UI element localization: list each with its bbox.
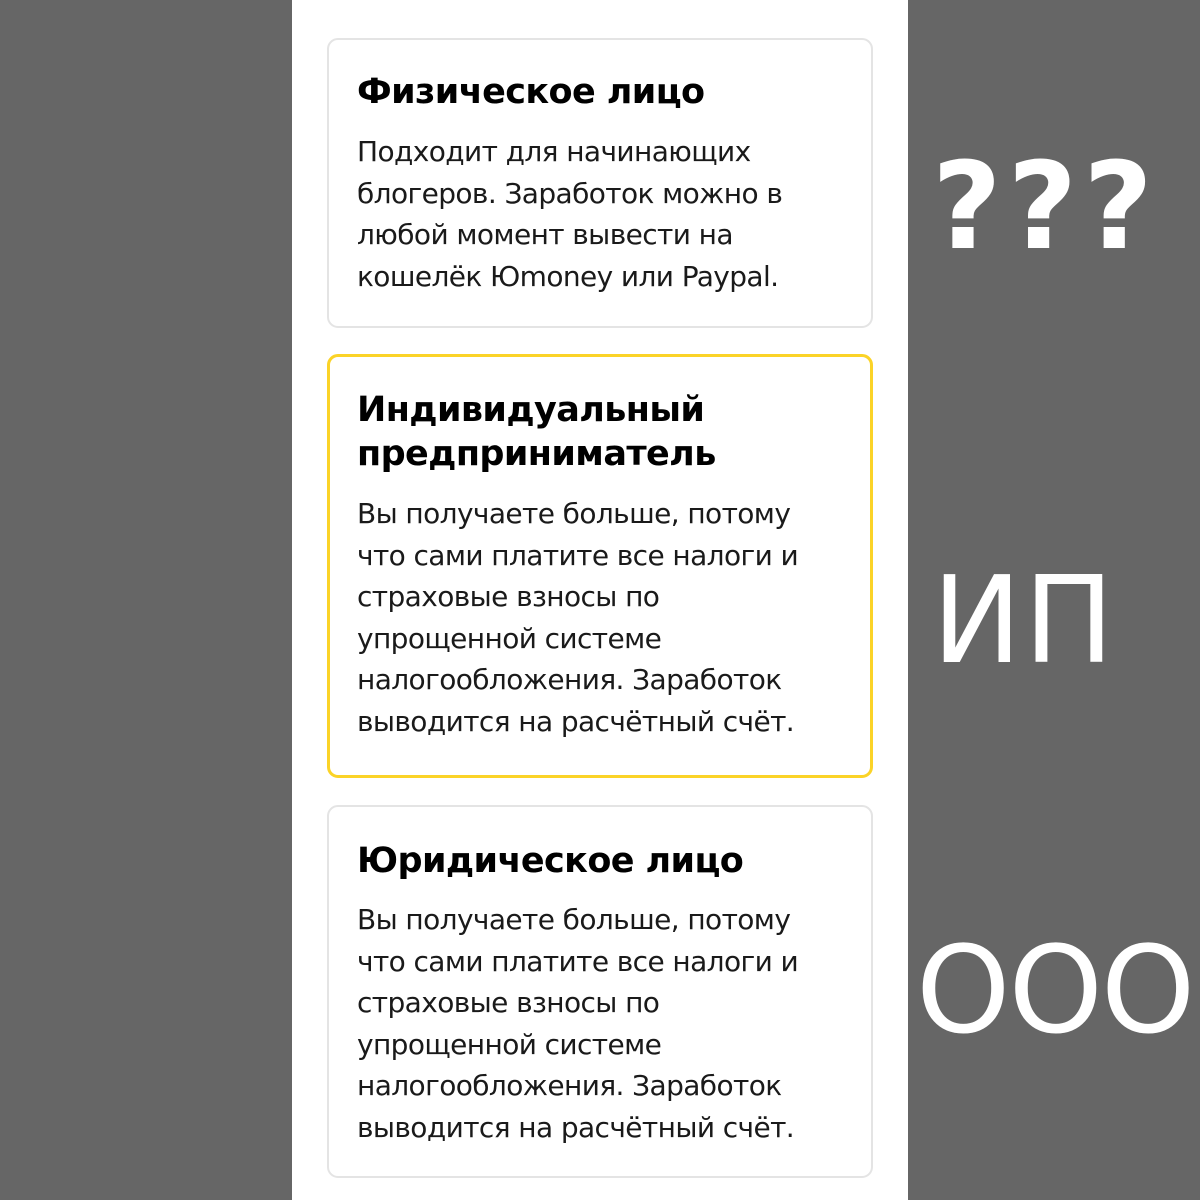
- card-description-line: страховые взносы по: [357, 580, 660, 613]
- card-description: [357, 131, 871, 297]
- card-description-line: налогообложения. Заработок: [357, 1069, 782, 1102]
- side-label-individual: ???: [932, 138, 1159, 277]
- card-title-line: Юридическое лицо: [357, 841, 744, 881]
- card-description-line: кошелёк Юmoney или Paypal.: [357, 259, 779, 293]
- card-description-line: упрощенной системе: [357, 621, 662, 655]
- card-description-line: что сами платите все налоги и: [357, 944, 799, 978]
- card-description-line: страховые взносы по: [357, 986, 660, 1019]
- option-card-legal-entity[interactable]: [327, 805, 873, 1178]
- card-title: [357, 388, 870, 476]
- card-description-line: Вы получаете больше, потому: [357, 903, 791, 936]
- card-description-line: налогообложения. Заработок: [357, 663, 782, 696]
- card-description-line: выводится на расчётный счёт.: [357, 704, 795, 738]
- card-description-line: блогеров. Заработок можно в: [357, 176, 783, 210]
- option-card-individual[interactable]: [327, 38, 873, 328]
- card-description-line: Вы получаете больше, потому: [357, 497, 791, 530]
- card-title-line: Индивидуальный: [357, 390, 705, 430]
- account-type-panel: [292, 0, 908, 1200]
- card-description: [357, 493, 870, 742]
- card-title: [357, 72, 871, 112]
- card-description-line: выводится на расчётный счёт.: [357, 1110, 795, 1144]
- side-label-company: ООО: [916, 922, 1194, 1061]
- card-description-line: упрощенной системе: [357, 1027, 662, 1061]
- card-description-line: Подходит для начинающих: [357, 135, 751, 168]
- side-label-entrepreneur: ИП: [932, 552, 1116, 691]
- card-title-line: предприниматель: [357, 434, 716, 474]
- card-description: [357, 899, 871, 1148]
- card-title-line: Физическое лицо: [357, 72, 705, 112]
- card-description-line: любой момент вывести на: [357, 218, 733, 251]
- card-title: [357, 841, 871, 881]
- option-card-entrepreneur[interactable]: [327, 354, 873, 778]
- card-description-line: что сами платите все налоги и: [357, 538, 799, 572]
